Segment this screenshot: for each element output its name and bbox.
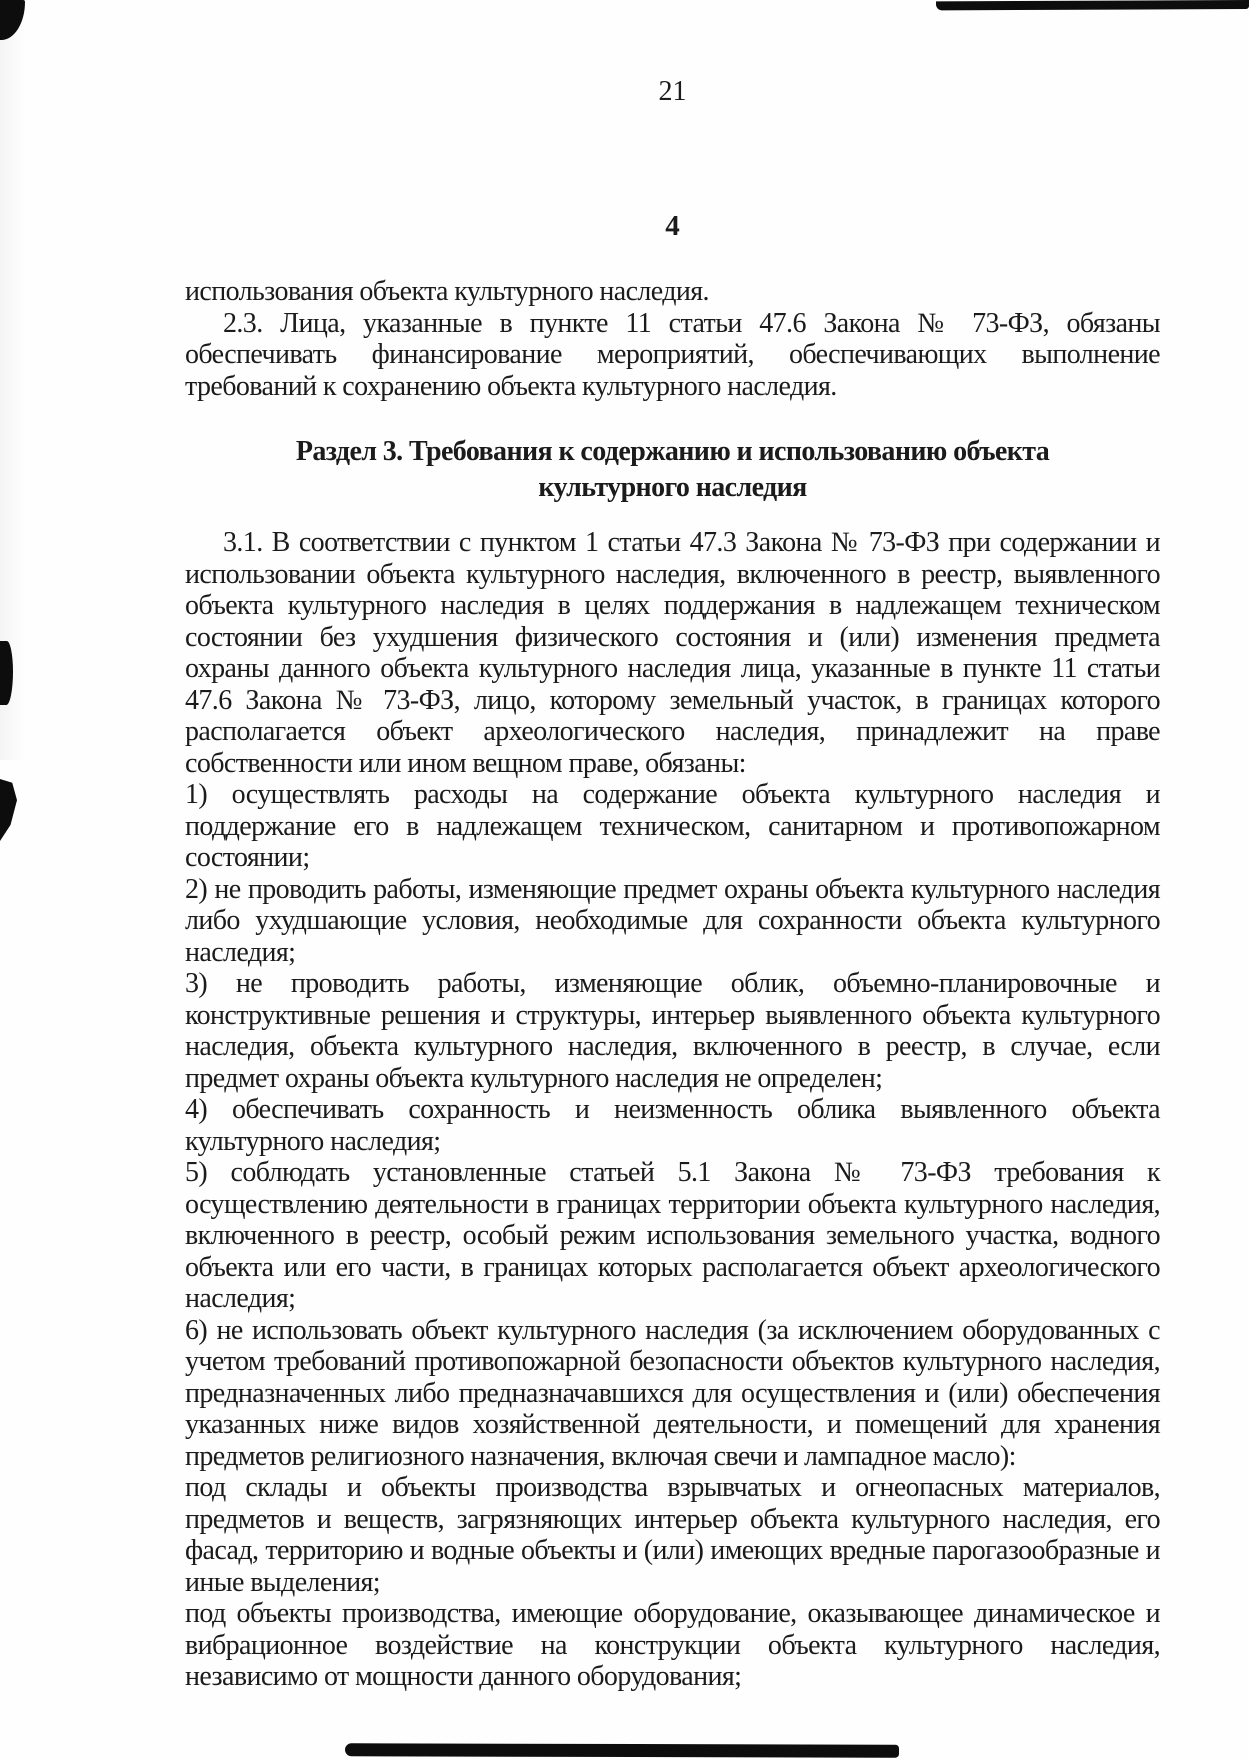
list-item-6-sub-1: под склады и объекты производства взрывчатых и огнеопасных материалов, предметов и веществ, загрязняющих интерьер объекта культурного наследия, его фасад, территорию и водные объекты и (или) имеющих вредные парогазообразные и иные выделения; [185,1472,1160,1598]
list-item-6: 6) не использовать объект культурного наследия (за исключением оборудованных с учетом требований противопожарной безопасности объектов культурного наследия, предназначенных либо предназначавшихся для осуществления и (или) обеспечения указанных ниже видов хозяйственной деятельности, и помещений для хранения предметов религиозного назначения, включая свечи и лампадное масло): [185,1314,1160,1472]
list-item-1: 1) осуществлять расходы на содержание объекта культурного наследия и поддержание его в надлежащем техническом, санитарном и противопожарном состоянии; [185,779,1160,873]
paragraph-3-1: 3.1. В соответствии с пунктом 1 статьи 47.3 Закона № 73-ФЗ при содержании и использовании объекта культурного наследия, включенного в реестр, выявленного объекта культурного наследия в целях поддержания в надлежащем техническом состоянии без ухудшения физического состояния и (или) изменения предмета охраны данного объекта культурного наследия лица, указанные в пункте 11 статьи 47.6 Закона № 73-ФЗ, лицо, которому земельный участок, в границах которого располагается объект археологического наследия, принадлежит на праве собственности или ином вещном праве, обязаны: [185,527,1160,779]
scan-artifact-top-left-corner [0,0,25,40]
paragraph-2-3: 2.3. Лица, указанные в пункте 11 статьи 47.6 Закона № 73-ФЗ, обязаны обеспечивать финансирование мероприятий, обеспечивающих выполнение требований к сохранению объекта культурного наследия. [185,307,1160,402]
list-item-4: 4) обеспечивать сохранность и неизменность облика выявленного объекта культурного наследия; [185,1094,1160,1157]
document-section-number: 4 [665,210,680,242]
list-item-6-sub-2: под объекты производства, имеющие оборудование, оказывающее динамическое и вибрационное воздействие на конструкции объекта культурного наследия, независимо от мощности данного оборудования; [185,1598,1160,1692]
list-item-2: 2) не проводить работы, изменяющие предмет охраны объекта культурного наследия либо ухудшающие условия, необходимые для сохранности объекта культурного наследия; [185,873,1160,968]
list-item-5: 5) соблюдать установленные статьей 5.1 Закона № 73-ФЗ требования к осуществлению деятельности в границах территории объекта культурного наследия, включенного в реестр, особый режим использования земельного участка, водного объекта или его части, в границах которых располагается объект археологического наследия; [185,1157,1160,1314]
scan-artifact-left-edge-mark-1 [0,641,13,705]
paragraph-intro-continuation: использования объекта культурного наследия. [185,276,709,307]
text-column [185,0,1160,1693]
page-number: 21 [658,76,687,107]
scan-artifact-bottom-bar [345,1743,899,1757]
section-3-heading: Раздел 3. Требования к содержанию и использованию объекта культурного наследия [295,436,1050,503]
list-item-3: 3) не проводить работы, изменяющие облик, объемно-планировочные и конструктивные решения и структуры, интерьер выявленного объекта культурного наследия, объекта культурного наследия, включенного в реестр, в случае, если предмет охраны объекта культурного наследия не определен; [185,968,1160,1094]
scan-artifact-left-edge-mark-2 [0,779,17,841]
